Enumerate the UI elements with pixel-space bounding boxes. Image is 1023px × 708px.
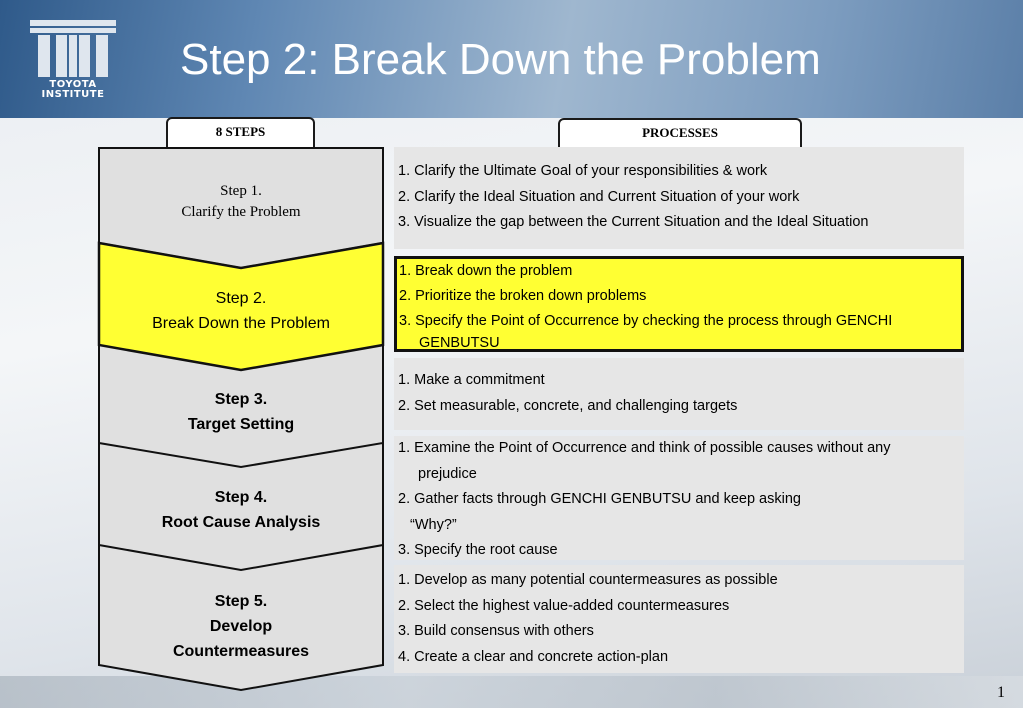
process-item: 2. Gather facts through GENCHI GENBUTSU and keep asking xyxy=(398,491,801,507)
process-item: prejudice xyxy=(418,465,477,482)
step-4-title: Root Cause Analysis xyxy=(161,514,321,531)
process-item: 3. Specify the Point of Occurrence by checking the process through GENCHI xyxy=(399,312,893,329)
process-item: 4. Create a clear and concrete action-plan xyxy=(398,648,669,665)
process-item: 1. Develop as many potential countermeasures as possible xyxy=(398,572,778,588)
process-item: 1. Break down the problem xyxy=(399,263,573,279)
process-item: 1. Clarify the Ultimate Goal of your responsibilities & work xyxy=(398,163,768,179)
tab-8-steps: 8 STEPS xyxy=(166,117,315,147)
step-1-number: Step 1. xyxy=(220,183,262,199)
process-item: 3. Visualize the gap between the Current Situation and the Ideal Situation xyxy=(398,214,869,230)
logo-text-line2: INSTITUTE xyxy=(41,89,105,100)
process-item: 2. Clarify the Ideal Situation and Current Situation of your work xyxy=(398,188,800,205)
process-box-step-4 xyxy=(394,436,964,560)
step-5-title-line2: Countermeasures xyxy=(172,643,310,660)
process-item: “Why?” xyxy=(410,516,457,533)
step-3-label xyxy=(110,387,372,437)
tab-processes: PROCESSES xyxy=(558,118,802,148)
process-box-step-2-active xyxy=(394,256,964,352)
step-4-number: Step 4. xyxy=(214,489,268,506)
process-box-step-5 xyxy=(394,565,964,673)
process-item: 3. Build consensus with others xyxy=(398,623,594,639)
step-2-number: Step 2. xyxy=(215,290,267,307)
step-1-title: Clarify the Problem xyxy=(181,204,301,220)
logo-text-line1: TOYOTA xyxy=(49,79,97,90)
process-box-step-3 xyxy=(394,358,964,430)
process-box-step-1 xyxy=(394,147,964,249)
step-5-number: Step 5. xyxy=(214,593,268,610)
step-3-number: Step 3. xyxy=(214,391,268,408)
slide-title: Step 2: Break Down the Problem xyxy=(180,35,821,84)
page-number: 1 xyxy=(997,684,1005,701)
process-item: 2. Select the highest value-added countermeasures xyxy=(398,597,730,614)
step-2-title: Break Down the Problem xyxy=(152,315,330,332)
step-5-label xyxy=(110,589,372,664)
step-3-title: Target Setting xyxy=(187,416,295,433)
process-item: GENBUTSU xyxy=(419,335,500,352)
process-item: 2. Prioritize the broken down problems xyxy=(399,287,647,304)
process-item: 1. Examine the Point of Occurrence and think of possible causes without any xyxy=(398,440,891,456)
step-5-title-line1: Develop xyxy=(209,618,273,635)
process-item: 3. Specify the root cause xyxy=(398,542,558,558)
process-item: 1. Make a commitment xyxy=(398,372,545,388)
process-item: 2. Set measurable, concrete, and challenging targets xyxy=(398,397,738,414)
step-4-label xyxy=(110,485,372,535)
step-1-label xyxy=(110,181,372,223)
step-2-label xyxy=(110,286,372,336)
